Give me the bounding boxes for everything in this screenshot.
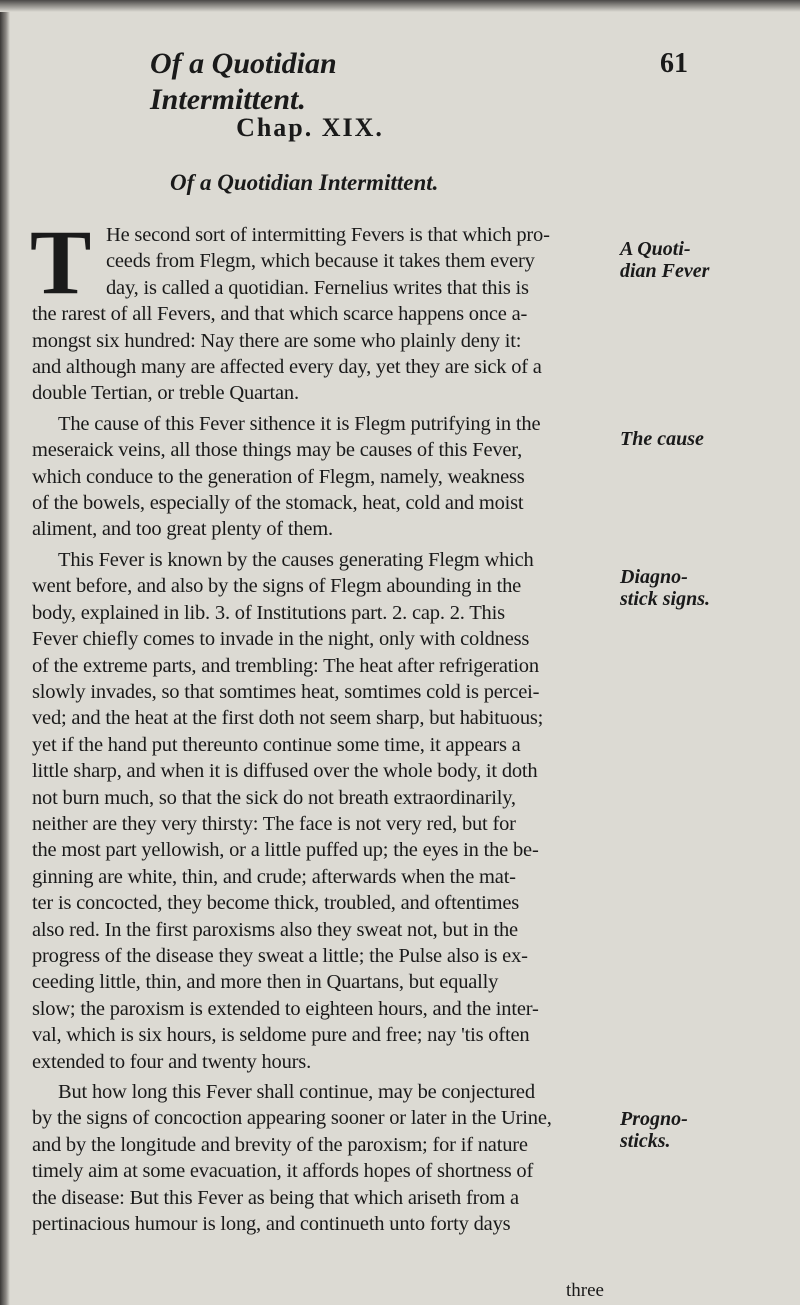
body-text (30, 211, 614, 1237)
text-line: ceeds from Flegm, which because it takes them every (106, 250, 535, 273)
text-line: timely aim at some evacuation, it affords hopes of shortness of (32, 1160, 534, 1183)
text-line: This Fever is known by the causes generating Flegm which (58, 548, 534, 571)
text-line: went before, and also by the signs of Flegm abounding in the (32, 575, 522, 598)
marginal-note-line: Progno- (620, 1108, 688, 1130)
paragraph (32, 411, 614, 543)
marginal-note-line: The cause (620, 428, 704, 450)
text-line: mongst six hundred: Nay there are some who plainly deny it: (32, 329, 522, 352)
text-line: of the extreme parts, and trembling: The heat after refrigeration (32, 654, 539, 677)
marginal-note-line: stick signs. (620, 588, 711, 610)
text-line: double Tertian, or treble Quartan. (32, 382, 299, 405)
text-line: ceeding little, thin, and more then in Quartans, but equally (32, 971, 499, 994)
text-line: He second sort of intermitting Fevers is that which pro- (106, 224, 550, 246)
marginal-note-line: Diagno- (620, 566, 688, 588)
page-gutter-shadow (0, 0, 10, 1305)
text-line: ter is concocted, they become thick, troubled, and oftentimes (32, 892, 520, 915)
chapter-heading: Chap. XIX. (236, 113, 384, 142)
marginal-note-line: A Quoti- (620, 238, 691, 260)
marginal-note-line: dian Fever (620, 260, 710, 282)
text-line: and although many are affected every day, yet they are sick of a (32, 356, 542, 379)
running-title: Of a Quotidian Intermittent. (150, 47, 337, 116)
marginal-note-line: sticks. (620, 1130, 671, 1152)
marginal-note (620, 238, 800, 282)
text-line: extended to four and twenty hours. (32, 1050, 311, 1073)
marginal-note (620, 566, 800, 610)
text-line: which conduce to the generation of Flegm, namely, weakness (32, 465, 525, 488)
text-line: also red. In the first paroxisms also they sweat not, but in the (32, 918, 518, 941)
drop-cap: T (30, 211, 92, 313)
text-line: progress of the disease they sweat a little; the Pulse also is ex- (32, 944, 528, 967)
text-line: pertinacious humour is long, and continueth unto forty days (32, 1213, 511, 1236)
text-line: val, which is six hours, is seldome pure and free; nay 'tis often (32, 1024, 530, 1047)
text-line: yet if the hand put thereunto continue some time, it appears a (32, 733, 521, 756)
text-line: slowly invades, so that somtimes heat, somtimes cold is percei- (32, 680, 540, 703)
catchword: three (566, 1280, 604, 1301)
text-line: little sharp, and when it is diffused over the whole body, it doth (32, 760, 538, 783)
text-line: The cause of this Fever sithence it is Flegm putrifying in the (58, 412, 541, 435)
page-number: 61 (660, 48, 688, 79)
text-line: by the signs of concoction appearing sooner or later in the Urine, (32, 1107, 552, 1130)
text-line: aliment, and too great plenty of them. (32, 518, 333, 541)
marginal-note (620, 428, 800, 450)
text-line: ved; and the heat at the first doth not seem sharp, but habituous; (32, 707, 544, 730)
text-line: ginning are white, thin, and crude; afterwards when the mat- (32, 865, 516, 888)
text-line: body, explained in lib. 3. of Institutions part. 2. cap. 2. This (32, 601, 505, 624)
marginal-note (620, 1108, 800, 1152)
text-line: day, is called a quotidian. Fernelius writes that this is (106, 276, 529, 299)
text-line: Fever chiefly comes to invade in the night, only with coldness (32, 628, 530, 651)
text-line: the disease: But this Fever as being that which ariseth from a (32, 1186, 519, 1209)
paragraph (30, 211, 614, 407)
text-line: But how long this Fever shall continue, may be conjectured (58, 1081, 535, 1103)
text-line: not burn much, so that the sick do not breath extraordinarily, (32, 786, 516, 809)
text-line: meseraick veins, all those things may be causes of this Fever, (32, 439, 523, 462)
text-line: of the bowels, especially of the stomack, heat, cold and moist (32, 492, 524, 515)
text-line: the most part yellowish, or a little puffed up; the eyes in the be- (32, 839, 539, 862)
text-line: slow; the paroxism is extended to eighteen hours, and the inter- (32, 997, 539, 1020)
page-top-shadow (0, 0, 800, 12)
text-line: and by the longitude and brevity of the paroxism; for if nature (32, 1133, 528, 1156)
chapter-title: Of a Quotidian Intermittent. (170, 170, 439, 195)
text-line: the rarest of all Fevers, and that which scarce happens once a- (32, 303, 528, 326)
paragraph (32, 1079, 614, 1237)
paragraph (32, 547, 614, 1075)
text-line: neither are they very thirsty: The face is not very red, but for (32, 812, 516, 835)
